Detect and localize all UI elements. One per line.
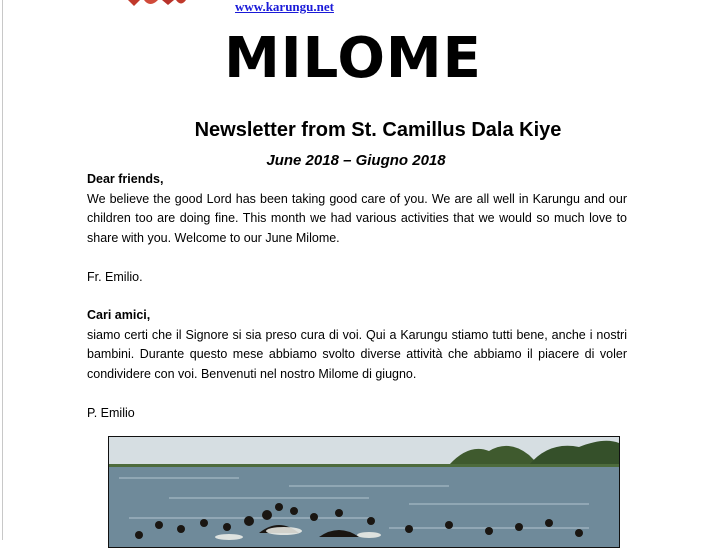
- newsletter-subtitle: Newsletter from St. Camillus Dala Kiye: [194, 119, 562, 141]
- newsletter-title: MILOME: [224, 26, 482, 91]
- greeting-italian: Cari amici,: [87, 308, 151, 322]
- greeting-english: Dear friends,: [87, 172, 164, 186]
- body-english: We believe the good Lord has been taking good care of you. We are all well in Karungu and our children too are doing fine. This month we had various activities that we would so much love to share with you. Welcome to our June Milome.: [87, 191, 627, 245]
- signature-italian-text: P. Emilio: [87, 406, 135, 420]
- lake-swimming-photo: [108, 436, 620, 548]
- signature-english: [87, 268, 627, 288]
- signature-english-text: Fr. Emilio.: [87, 270, 143, 284]
- letter-italian: [87, 306, 627, 384]
- letter-english: [87, 170, 627, 248]
- signature-italian: [87, 404, 627, 424]
- body-italian: siamo certi che il Signore si sia preso cura di voi. Qui a Karungu stiamo tutti bene, anche i nostri bambini. Durante questo mese abbiamo svolto diverse attività che abbiamo il piacere di voler condividere con voi. Benvenuti nel nostro Milome di giugno.: [87, 327, 627, 381]
- dala-kiye-logo-icon: [128, 0, 186, 8]
- website-link[interactable]: www.karungu.net: [235, 0, 334, 14]
- issue-date: June 2018 – Giugno 2018: [266, 152, 446, 169]
